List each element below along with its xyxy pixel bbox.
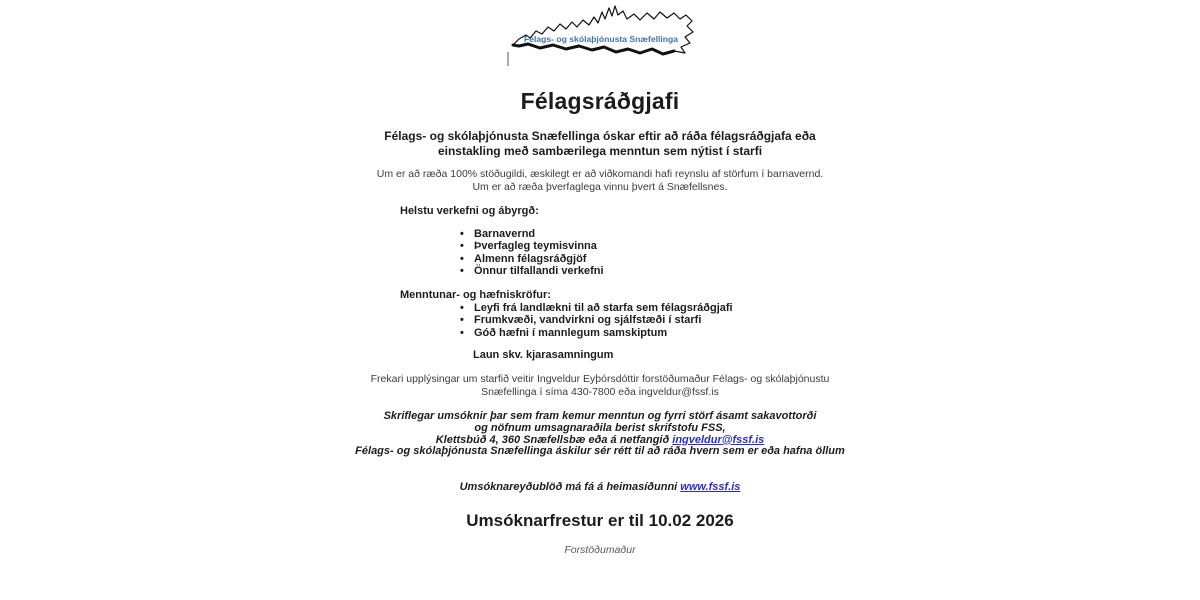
logo-text: Félags- og skólaþjónusta Snæfellinga xyxy=(524,34,679,44)
tasks-list xyxy=(460,228,604,277)
forms-note xyxy=(0,481,1200,493)
email-link[interactable]: ingveldur@fssf.is xyxy=(672,433,765,446)
application-line-2: og nöfnum umsagnaraðila berist skrifstofu FSS, xyxy=(474,421,726,434)
list-item: • Önnur tilfallandi verkefni xyxy=(460,265,604,277)
list-item: • Leyfi frá landlækni til að starfa sem félagsráðgjafi xyxy=(460,302,733,314)
application-line-4: Félags- og skólaþjónusta Snæfellinga áskilur sér rétt til að ráða hvern sem er eða hafna öllum xyxy=(355,445,845,458)
deadline: Umsóknarfrestur er til 10.02 2026 xyxy=(466,511,734,530)
list-item: • Frumkvæði, vandvirkni og sjálfstæði í starfi xyxy=(460,314,733,326)
signature: Forstöðumaður xyxy=(564,544,636,556)
contact-paragraph xyxy=(0,373,1200,400)
intro-paragraph xyxy=(0,168,1200,194)
list-item: • Góð hæfni í mannlegum samskiptum xyxy=(460,327,733,339)
list-item: • Almenn félagsráðgjöf xyxy=(460,253,604,265)
tasks-heading: Helstu verkefni og ábyrgð: xyxy=(400,205,539,217)
subtitle-line-2: einstakling með sambærilega menntun sem nýtist í starfi xyxy=(437,143,763,158)
contact-line-2: Snæfellinga í síma 430-7800 eða ingveldur@fssf.is xyxy=(481,386,719,399)
application-line-3-text: Klettsbúð 4, 360 Snæfellsbæ eða á netfangið xyxy=(435,433,673,446)
list-item: • Barnavernd xyxy=(460,228,604,240)
website-link[interactable]: www.fssf.is xyxy=(680,481,741,493)
intro-line-2: Um er að ræða þverfaglega vinnu þvert á Snæfellsnes. xyxy=(472,181,728,193)
intro-line-1: Um er að ræða 100% stöðugildi, æskilegt er að viðkomandi hafi reynslu af störfum í barnavernd. xyxy=(376,168,824,180)
salary-note: Laun skv. kjarasamningum xyxy=(473,349,614,361)
requirements-list xyxy=(460,302,733,339)
page-title: Félagsráðgjafi xyxy=(520,88,680,114)
application-instructions xyxy=(0,411,1200,458)
logo xyxy=(503,4,699,70)
forms-note-text: Umsóknareyðublöð má fá á heimasíðunni xyxy=(459,481,681,493)
snaefellsnes-map-icon xyxy=(503,4,699,70)
application-line-1: Skriflegar umsóknir þar sem fram kemur menntun og fyrri störf ásamt sakavottorði xyxy=(383,410,817,422)
contact-line-1: Frekari upplýsingar um starfið veitir Ingveldur Eyþórsdóttir forstöðumaður Félags- og skólaþjónustu xyxy=(370,373,830,385)
subtitle-line-1: Félags- og skólaþjónusta Snæfellinga óskar eftir að ráða félagsráðgjafa eða xyxy=(384,129,816,143)
list-item: • Þverfagleg teymisvinna xyxy=(460,240,604,252)
requirements-heading: Menntunar- og hæfniskröfur: xyxy=(400,289,551,301)
job-subtitle xyxy=(0,129,1200,158)
